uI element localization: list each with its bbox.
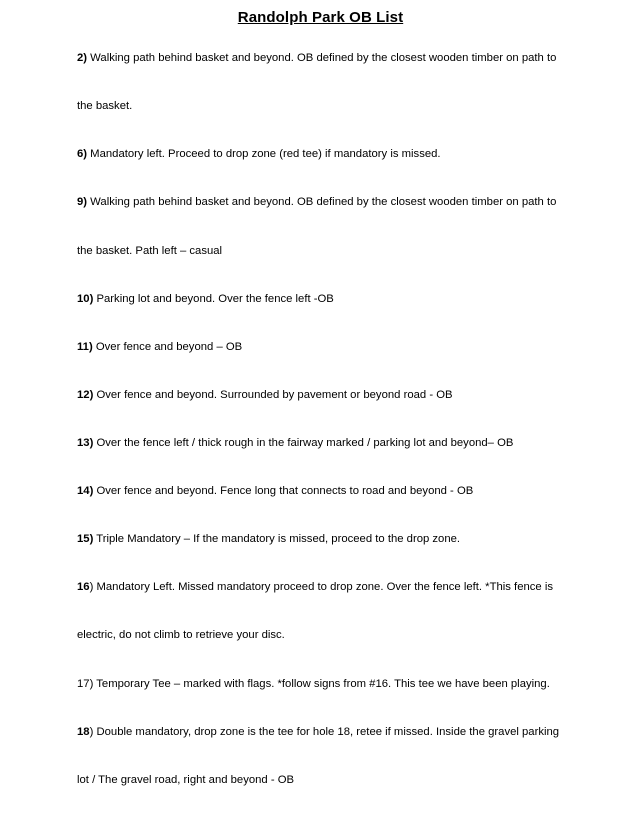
rule-number: 10) xyxy=(77,293,94,305)
rule-18-line-2: lot / The gravel road, right and beyond - OB xyxy=(77,774,295,786)
rule-number: 17) xyxy=(77,678,94,690)
rule-number: 6) xyxy=(77,148,88,160)
rule-text: ) Double mandatory, drop zone is the tee for hole 18, retee if missed. Inside the gravel parking xyxy=(89,726,560,738)
rule-text: Parking lot and beyond. Over the fence left -OB xyxy=(93,293,334,305)
rule-17-line-1 xyxy=(77,676,607,692)
rule-text: Walking path behind basket and beyond. OB defined by the closest wooden timber on path to xyxy=(87,196,557,208)
rule-text: Over fence and beyond. Surrounded by pavement or beyond road - OB xyxy=(93,389,453,401)
rule-number: 18 xyxy=(77,726,90,738)
rule-9-line-1 xyxy=(77,194,607,210)
rule-text: Over fence and beyond – OB xyxy=(92,341,243,353)
rule-number: 11) xyxy=(77,341,93,353)
rule-10-line-1 xyxy=(77,291,607,307)
rule-14-line-1 xyxy=(77,483,607,499)
rule-number: 12) xyxy=(77,389,94,401)
rule-number: 16 xyxy=(77,581,90,593)
rule-number: 9) xyxy=(77,196,88,208)
rule-text: ) Mandatory Left. Missed mandatory proceed to drop zone. Over the fence left. *This fence is xyxy=(89,581,553,593)
rule-12-line-1 xyxy=(77,387,607,403)
rule-number: 15) xyxy=(77,533,94,545)
rule-text: Mandatory left. Proceed to drop zone (red tee) if mandatory is missed. xyxy=(87,148,441,160)
rule-16-line-1 xyxy=(77,579,607,595)
rule-number: 2) xyxy=(77,52,88,64)
rule-number: 14) xyxy=(77,485,94,497)
rule-2-line-1 xyxy=(77,50,607,66)
rule-18-line-1 xyxy=(77,724,607,740)
rule-11-line-1 xyxy=(77,339,607,355)
rule-text: Over the fence left / thick rough in the fairway marked / parking lot and beyond– OB xyxy=(93,437,514,449)
rule-text: Triple Mandatory – If the mandatory is missed, proceed to the drop zone. xyxy=(93,533,461,545)
rule-6-line-1 xyxy=(77,146,607,162)
rule-text: Over fence and beyond. Fence long that connects to road and beyond - OB xyxy=(93,485,474,497)
rule-16-line-2: electric, do not climb to retrieve your disc. xyxy=(77,629,285,641)
rule-text: Walking path behind basket and beyond. OB defined by the closest wooden timber on path to xyxy=(87,52,557,64)
rule-9-line-2: the basket. Path left – casual xyxy=(77,245,223,257)
rule-2-line-2: the basket. xyxy=(77,100,133,112)
rule-number: 13) xyxy=(77,437,94,449)
rule-13-line-1 xyxy=(77,435,607,451)
rule-15-line-1 xyxy=(77,531,607,547)
rule-text: Temporary Tee – marked with flags. *follow signs from #16. This tee we have been playing. xyxy=(93,678,550,690)
document-title: Randolph Park OB List xyxy=(237,9,404,26)
